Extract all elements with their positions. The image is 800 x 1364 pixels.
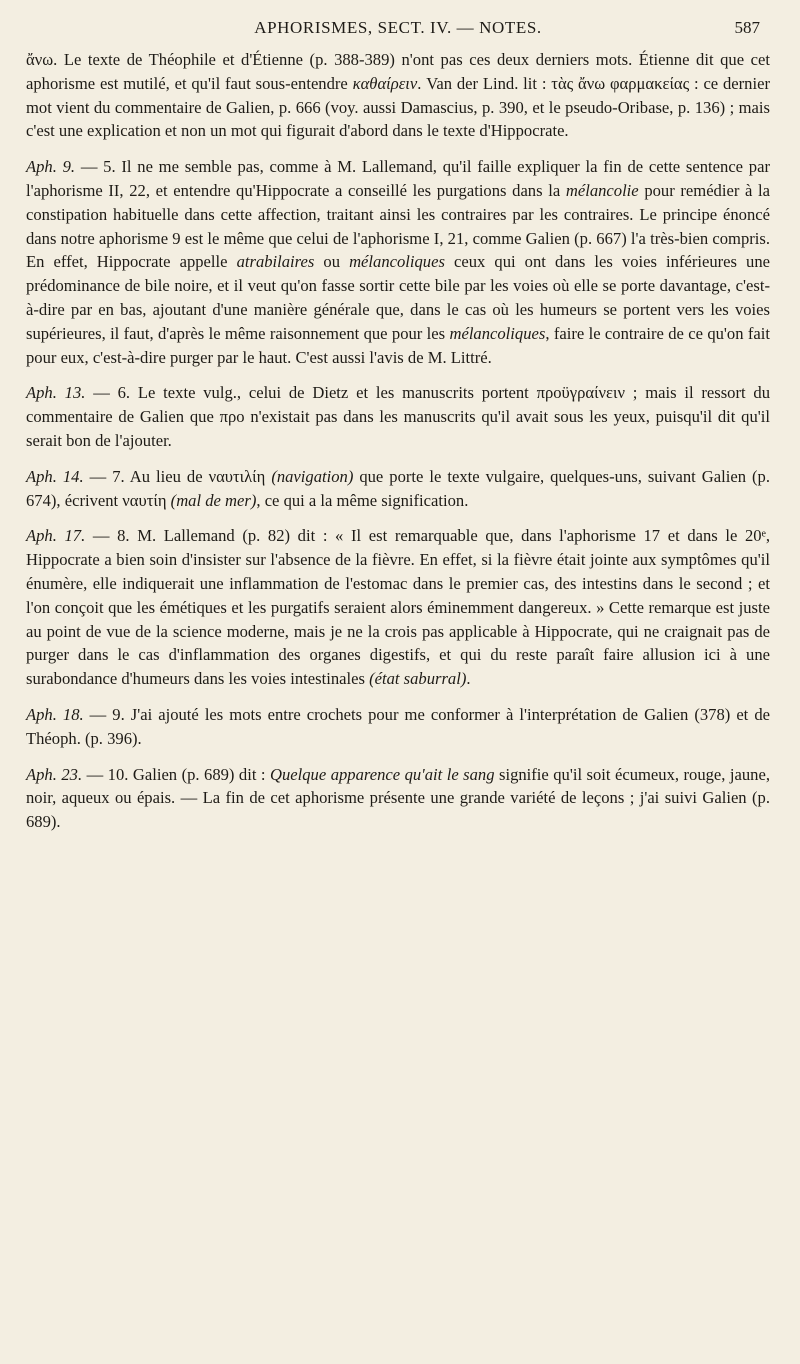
note-text: — 8. M. Lallemand (p. 82) dit : « Il est remarquable que, dans l'aphorisme 17 et dans le 20ᵉ, Hippocrate a bien soin d'insister sur l'absence de la fièvre. En effet, si la fièvre était jointe aux symptômes qu'il énumère, elle indiquerait une inflammation de l'estomac dans le premier cas, des intestins dans le second ; et l'on conçoit que les émétiques et les purgatifs seraient alors éminemment dangereux. » Cette remarque est juste au point de vue de la science moderne, mais je ne la crois pas applicable à Hippocrate, qui ne craignait pas de purger dans le cas d'inflammation des organes digestifs, et qui du reste paraît faire allusion ici à une surabondance d'humeurs dans les voies intestinales (26, 526, 770, 689)
note-text: , ce qui a la même signification. (256, 490, 469, 510)
note-text: — 7. Au lieu de ναυτιλίη (83, 466, 272, 486)
note-reference: Aph. 18. (26, 704, 84, 724)
italic-text: atrabilaires (236, 252, 315, 272)
note-paragraph (26, 48, 770, 143)
italic-text: mélancoliques (349, 252, 445, 272)
note-text: signifie qu'il soit écumeux, rouge, jaune, noir, aqueux ou épais. — La fin de cet aphorisme présente une grande variété de leçons ; j'ai suivi Galien (p. 689). (26, 764, 770, 832)
note-text: , faire le contraire de ce qu'on fait pour eux, c'est-à-dire purger par le haut. C'est aussi l'avis de M. Littré. (26, 323, 770, 367)
note-text: . (466, 669, 471, 689)
italic-text: (état saburral) (369, 669, 467, 689)
page-header (26, 14, 770, 42)
running-title: APHORISMES, SECT. IV. — NOTES. (254, 18, 542, 37)
note-text: ἄνω. Le texte de Théophile et d'Étienne (p. 388-389) n'ont pas ces deux derniers mots. Étienne dit que cet aphorisme est mutilé, et qu'il faut sous-entendre (26, 50, 770, 93)
note-text: — 10. Galien (p. 689) dit : (82, 764, 270, 784)
note-paragraph (26, 155, 770, 369)
italic-text: καθαίρειν (352, 73, 418, 93)
note-reference: Aph. 14. (26, 466, 84, 486)
italic-text: mélancoliques (449, 323, 546, 343)
note-paragraph (26, 763, 770, 834)
italic-text: (mal de mer) (170, 490, 257, 510)
note-paragraph (26, 524, 770, 691)
italic-text: mélancolie (565, 180, 639, 200)
note-reference: Aph. 9. (26, 157, 76, 177)
note-text: ou (314, 252, 350, 272)
note-text: — 6. Le texte vulg., celui de Dietz et les manuscrits portent προϋγραίνειν ; mais il ressort du commentaire de Galien que προ n'existait pas dans les manuscrits qu'il avait sous les yeux, puisqu'il dit qu'il serait bon de l'ajouter. (26, 383, 770, 450)
note-text: pour remédier à la constipation habituelle dans cette affection, traitant ainsi les contraires par les contraires. Le principe énoncé dans notre aphorisme 9 est le même que celui de l'aphorisme I, 21, comme Galien (p. 667) l'a très-bien compris. En effet, Hippocrate appelle (26, 180, 771, 272)
note-reference: Aph. 23. (26, 764, 83, 784)
note-paragraph (26, 465, 770, 513)
notes-body (26, 48, 770, 834)
italic-text: Quelque apparence qu'ait le sang (270, 764, 495, 784)
note-paragraph (26, 381, 770, 452)
note-text: — 9. J'ai ajouté les mots entre crochets pour me conformer à l'interprétation de Galien (378) et de Théoph. (p. 396). (26, 704, 770, 748)
note-text: . Van der Lind. lit : τὰς ἄνω φαρμακείας : ce dernier mot vient du commentaire de Galien, p. 666 (voy. aussi Damascius, p. 390, et le pseudo-Oribase, p. 136) ; mais c'est une explication et non un mot qui figurait d'abord dans le texte d'Hippocrate. (26, 73, 770, 141)
note-reference: Aph. 17. (26, 526, 86, 546)
italic-text: (navigation) (271, 466, 354, 486)
note-text: ceux qui ont dans les voies inférieures une prédominance de bile noire, et il veut qu'on fasse sortir cette bile par les voies où elle se porte davantage, c'est-à-dire par en bas, ajoutant d'une manière générale que, dans le cas où les humeurs se portent vers les voies supérieures, il faut, d'après le même raisonnement que pour les (26, 252, 770, 343)
note-text: que porte le texte vulgaire, quelques-uns, suivant Galien (p. 674), écrivent ναυτίη (26, 466, 770, 510)
note-text: — 5. Il ne me semble pas, comme à M. Lallemand, qu'il faille expliquer la fin de cette sentence par l'aphorisme II, 22, et entendre qu'Hippocrate a conseillé les purgations dans la (26, 157, 770, 200)
page-number: 587 (734, 18, 760, 37)
note-paragraph (26, 703, 770, 751)
note-reference: Aph. 13. (26, 383, 86, 403)
